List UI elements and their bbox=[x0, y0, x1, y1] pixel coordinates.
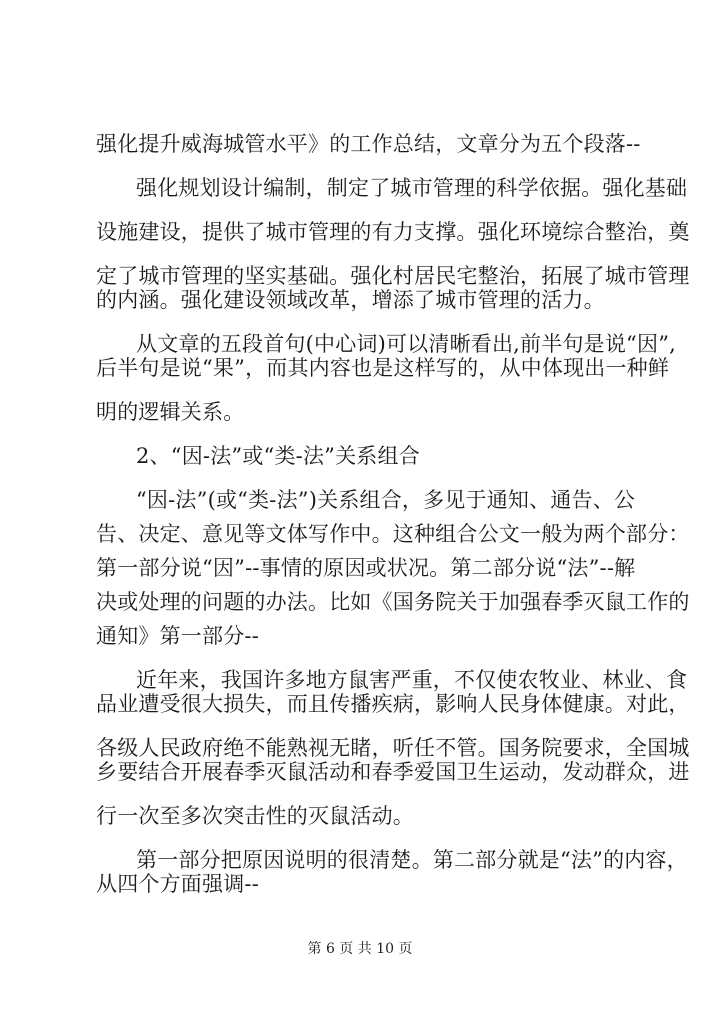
page-footer: 第 6 页 共 10 页 bbox=[307, 941, 413, 957]
text-line: 从文章的五段首句(中心词)可以清晰看出,前半句是说“因”, bbox=[136, 332, 677, 356]
text-line: 通知》第一部分-- bbox=[96, 624, 259, 648]
text-line: 各级人民政府绝不能熟视无睹，听任不管。国务院要求，全国城 bbox=[96, 736, 690, 760]
text-line: 明的逻辑关系。 bbox=[96, 400, 245, 424]
text-line: 告、决定、意见等文体写作中。这种组合公文一般为两个部分： bbox=[96, 522, 690, 546]
text-line: 后半句是说“果”，而其内容也是这样写的，从中体现出一种鲜 bbox=[96, 356, 670, 380]
text-line: 决或处理的问题的办法。比如《国务院关于加强春季灭鼠工作的 bbox=[96, 590, 690, 614]
text-line: 强化提升威海城管水平》的工作总结，文章分为五个段落-- bbox=[96, 132, 641, 156]
text-line: 行一次至多次突击性的灭鼠活动。 bbox=[96, 804, 414, 828]
text-line: 近年来，我国许多地方鼠害严重，不仅使农牧业、林业、食 bbox=[136, 668, 688, 692]
text-line: 从四个方面强调-- bbox=[96, 872, 259, 896]
text-line: 定了城市管理的坚实基础。强化村居民宅整治，拓展了城市管理 bbox=[96, 264, 690, 288]
text-line: “因-法”(或“类-法”)关系组合，多见于通知、通告、公 bbox=[136, 488, 636, 512]
section-heading: 2、“因-法”或“类-法”关系组合 bbox=[136, 444, 420, 468]
text-line: 第一部分说“因”--事情的原因或状况。第二部分说“法”--解 bbox=[96, 556, 636, 580]
text-line: 设施建设，提供了城市管理的有力支撑。强化环境综合整治，奠 bbox=[96, 220, 690, 244]
text-line: 第一部分把原因说明的很清楚。第二部分就是“法”的内容， bbox=[136, 848, 688, 872]
text-line: 乡要结合开展春季灭鼠活动和春季爱国卫生运动，发动群众，进 bbox=[96, 760, 690, 784]
text-line: 品业遭受很大损失，而且传播疾病，影响人民身体健康。对此， bbox=[96, 692, 690, 716]
text-line: 的内涵。强化建设领域改革，增添了城市管理的活力。 bbox=[96, 288, 605, 312]
text-line: 强化规划设计编制，制定了城市管理的科学依据。强化基础 bbox=[136, 176, 688, 200]
